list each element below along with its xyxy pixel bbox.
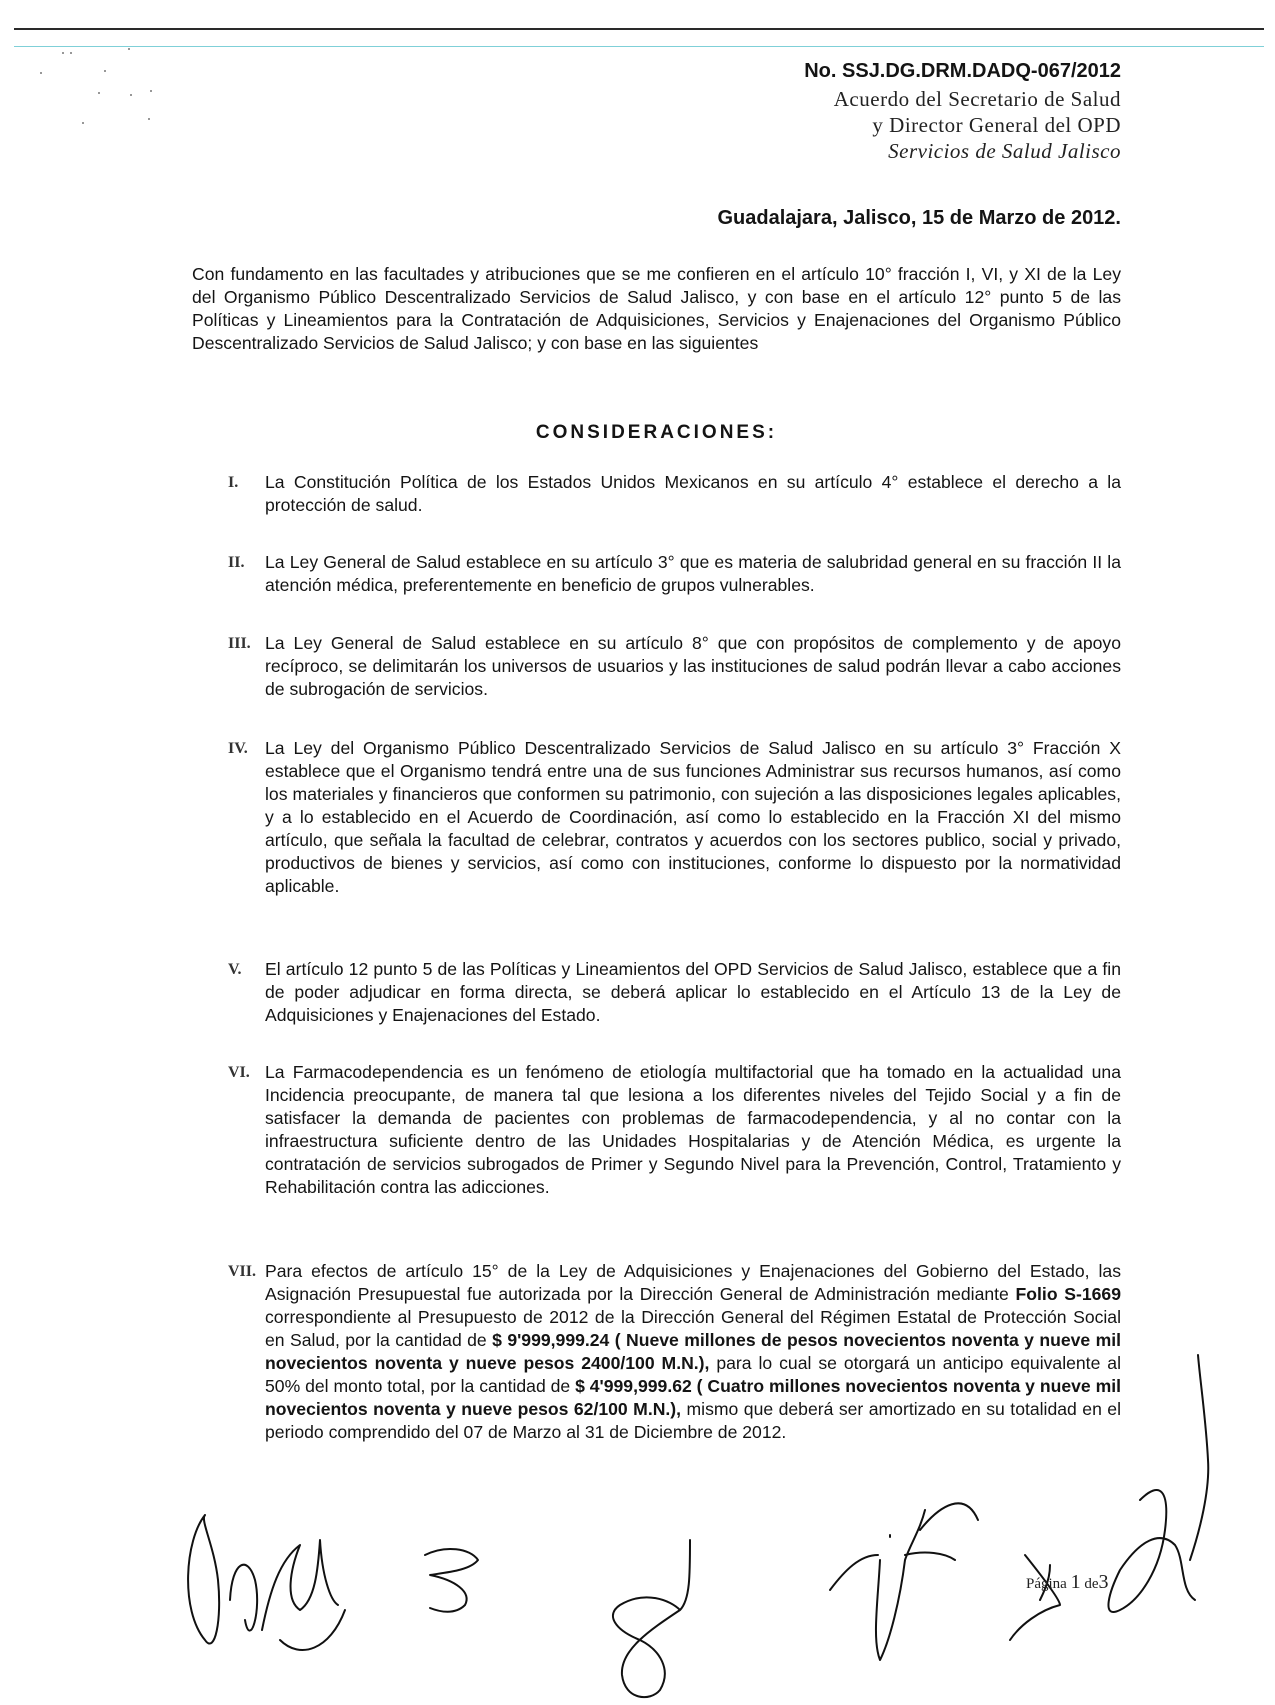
page-current: 1 — [1070, 1571, 1081, 1593]
item-number: IV. — [228, 740, 248, 757]
document-date: Guadalajara, Jalisco, 15 de Marzo de 2012. — [717, 207, 1121, 229]
item-number: III. — [228, 635, 251, 652]
item-text — [265, 1260, 1121, 1444]
item7-text-1: Para efectos de artículo 15° de la Ley de Adquisiciones y Enajenaciones del Gobierno del Estado, las Asignación Presupuestal fue autorizada por la Dirección General de Administración mediante — [265, 1261, 1121, 1304]
header-line-1: Acuerdo del Secretario de Salud — [833, 87, 1121, 111]
consideration-item — [192, 471, 1121, 517]
item-number: VI. — [228, 1064, 250, 1081]
signature-3 — [613, 1540, 690, 1697]
consideration-item — [192, 958, 1121, 1027]
header-line-2: y Director General del OPD — [872, 113, 1121, 137]
consideration-item — [192, 737, 1121, 898]
item7-text-4: mismo que deberá ser amortizado en su totalidad en el periodo comprendido del 07 de Marzo al 31 de Diciembre de 2012. — [265, 1399, 1122, 1442]
item-text: La Constitución Política de los Estados Unidos Mexicanos en su artículo 4° establece el derecho a la protección de salud. — [265, 472, 1121, 515]
folio-number: Folio S-1669 — [1015, 1284, 1122, 1304]
signature-1 — [188, 1515, 345, 1650]
intro-paragraph: Con fundamento en las facultades y atribuciones que se me confieren en el artículo 10° fracción I, VI, y XI de la Ley del Organismo Público Descentralizado Servicios de Salud Jalisco, y con base en el artículo 12° punto 5 de las Políticas y Lineamientos para la Contratación de Adquisiciones, Servicios y Enajenaciones del Organismo Público Descentralizado Servicios de Salud Jalisco; y con base en las siguientes — [192, 264, 1121, 353]
page-label: Página — [1026, 1576, 1067, 1592]
item-text: La Ley General de Salud establece en su artículo 8° que con propósitos de complemento y de apoyo recíproco, se delimitarán los universos de usuarios y las instituciones de salud podrán llevar a cabo acciones de subrogación de servicios. — [265, 633, 1121, 699]
page-of: de — [1084, 1576, 1099, 1592]
item-text: La Farmacodependencia es un fenómeno de etiología multifactorial que ha tomado en la actualidad una Incidencia preocupante, de manera tal que lesiona a los diferentes niveles del Tejido Social y a fin de satisfacer la demanda de pacientes con problemas de farmacodependencia, y al no contar con la infraestructura suficiente dentro de las Unidades Hospitalarias y de Atención Médica, es urgente la contratación de servicios subrogados de Primer y Segundo Nivel para la Prevención, Control, Tratamiento y Rehabilitación contra las adicciones. — [265, 1062, 1121, 1197]
total-amount: $ 9'999,999.24 ( Nueve millones de pesos novecientos noventa y nueve mil novecientos noventa y nueve pesos 2400/100 M.N.), — [265, 1330, 1121, 1373]
item7-text-3: para lo cual se otorgará un anticipo equivalente al 50% del monto total, por la cantidad de — [265, 1353, 1121, 1396]
item-number: V. — [228, 961, 242, 978]
consideration-item — [192, 551, 1121, 597]
consideration-item — [192, 1061, 1121, 1199]
document-number: No. SSJ.DG.DRM.DADQ-067/2012 — [804, 60, 1121, 82]
page-number — [1026, 1571, 1109, 1594]
item-text: El artículo 12 punto 5 de las Políticas y Lineamientos del OPD Servicios de Salud Jalisco, establece que a fin de poder adjudicar en forma directa, se deberá aplicar lo establecido en el Artículo 13 de la Ley de Adquisiciones y Enajenaciones del Estado. — [265, 959, 1121, 1025]
document-header — [804, 58, 1121, 164]
signature-4 — [830, 1503, 978, 1660]
item-text: La Ley del Organismo Público Descentralizado Servicios de Salud Jalisco en su artículo 3° Fracción X establece que el Organismo tendrá entre una de sus funciones Administrar sus recursos humanos, así como los materiales y financieros que conformen su patrimonio, con sujeción a las disposiciones legales aplicables, y a lo establecido en el Acuerdo de Coordinación, así como lo establecido en la Fracción XI del mismo artículo, que señala la facultad de celebrar, contratos y acuerdos con los sectores publico, social y privado, productivos de bienes y servicios, así como con instituciones, conforme lo dispuesto por la normatividad aplicable. — [265, 738, 1121, 896]
top-accent-rule — [14, 46, 1264, 47]
consideration-item — [192, 632, 1121, 701]
item-number: II. — [228, 554, 245, 571]
top-rule — [14, 28, 1264, 30]
item-text: La Ley General de Salud establece en su artículo 3° que es materia de salubridad general en su fracción II la atención médica, preferentemente en beneficio de grupos vulnerables. — [265, 552, 1121, 595]
item7-text-2: correspondiente al Presupuesto de 2012 de la Dirección General del Régimen Estatal de Protección Social en Salud, por la cantidad de — [265, 1307, 1121, 1350]
item-number: VII. — [228, 1263, 257, 1280]
signature-6 — [1108, 1355, 1208, 1612]
signature-2 — [425, 1549, 478, 1612]
section-title: CONSIDERACIONES: — [535, 422, 778, 443]
consideration-item-7 — [192, 1260, 1121, 1444]
advance-amount: $ 4'999,999.62 ( Cuatro millones novecientos noventa y nueve mil novecientos noventa y nueve pesos 62/100 M.N.), — [265, 1376, 1121, 1419]
item-number: I. — [228, 474, 239, 491]
header-line-3: Servicios de Salud Jalisco — [888, 139, 1121, 163]
signature-5 — [1010, 1555, 1060, 1640]
page-total: 3 — [1098, 1571, 1109, 1593]
